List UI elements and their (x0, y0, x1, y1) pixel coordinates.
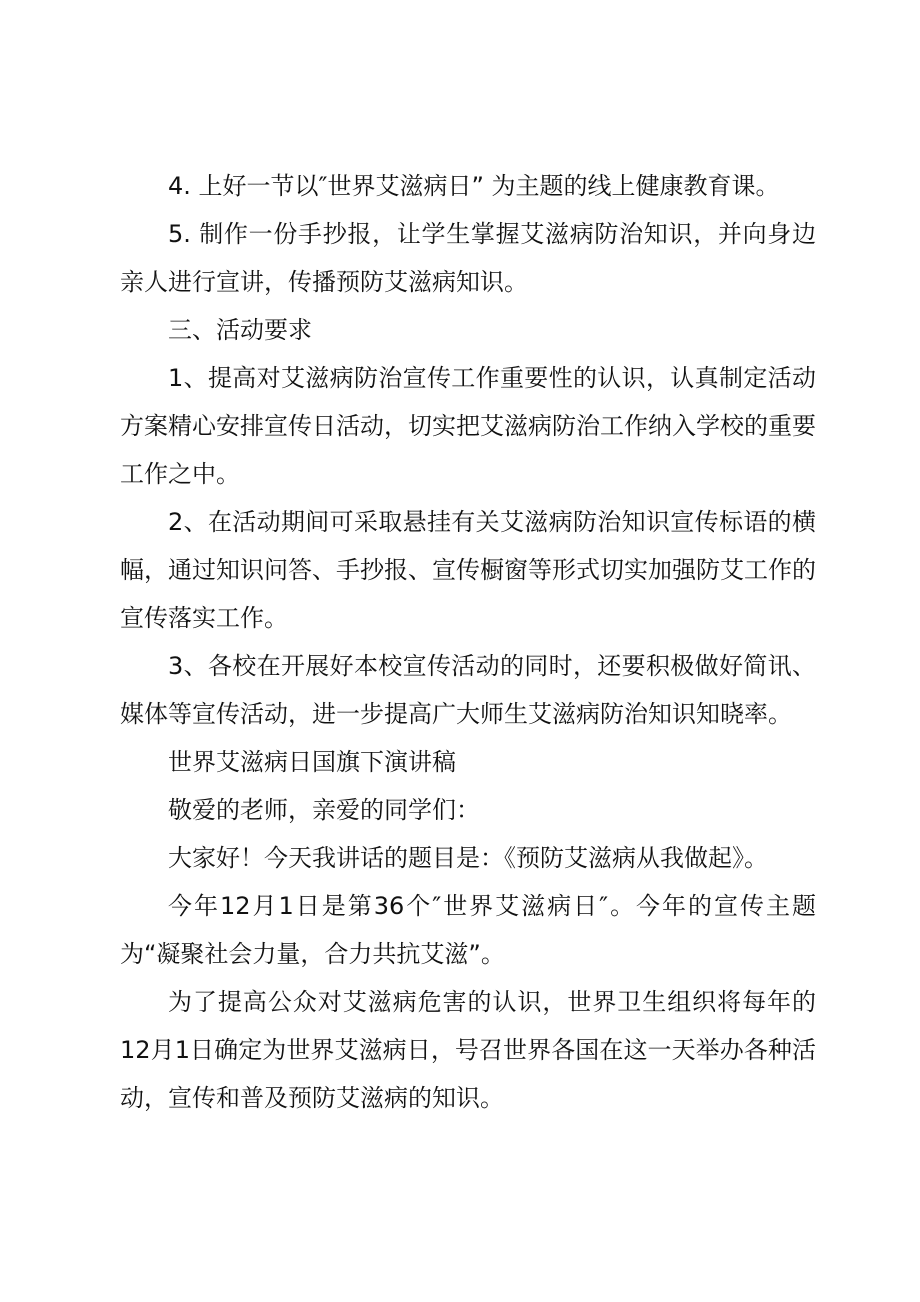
speech-paragraph-who: 为了提高公众对艾滋病危害的认识，世界卫生组织将每年的12月1日确定为世界艾滋病日，号召世界各国在这一天举办各种活动，宣传和普及预防艾滋病的知识。 (120, 988, 816, 1112)
speech-greeting: 大家好！今天我讲话的题目是：《预防艾滋病从我做起》。 (168, 844, 768, 872)
paragraph-item-4: 4. 上好一节以″世界艾滋病日” 为主题的线上健康教育课。 (168, 172, 780, 200)
requirement-3: 3、各校在开展好本校宣传活动的同时，还要积极做好简讯、媒体等宣传活动，进一步提高广大师生艾滋病防治知识知晓率。 (120, 652, 816, 728)
document-body (120, 162, 816, 1122)
requirement-1: 1、提高对艾滋病防治宣传工作重要性的认识，认真制定活动方案精心安排宣传日活动，切实把艾滋病防治工作纳入学校的重要工作之中。 (120, 364, 816, 488)
section-heading-requirements: 三、活动要求 (168, 316, 312, 344)
paragraph-item-5: 5. 制作一份手抄报，让学生掌握艾滋病防治知识，并向身边亲人进行宣讲，传播预防艾滋病知识。 (120, 220, 816, 296)
speech-salutation: 敬爱的老师，亲爱的同学们： (168, 796, 480, 824)
speech-paragraph-theme: 今年12月1日是第36个″世界艾滋病日″。今年的宣传主题为“凝聚社会力量，合力共抗艾滋”。 (120, 892, 816, 968)
speech-title: 世界艾滋病日国旗下演讲稿 (168, 748, 456, 776)
requirement-2: 2、在活动期间可采取悬挂有关艾滋病防治知识宣传标语的横幅，通过知识问答、手抄报、宣传橱窗等形式切实加强防艾工作的宣传落实工作。 (120, 508, 816, 632)
